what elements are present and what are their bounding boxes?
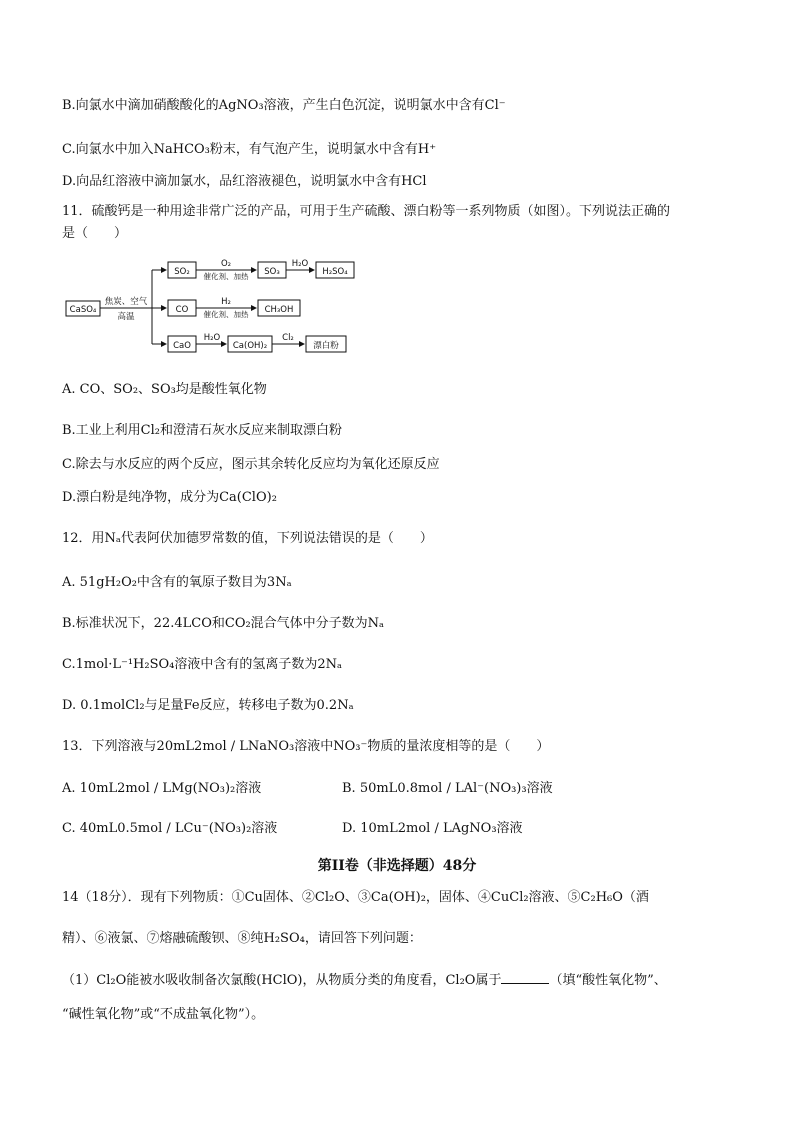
label-row3-cond2-top: Cl₂ (282, 333, 294, 343)
label-co: CO (175, 305, 189, 315)
label-so2: SO₂ (174, 267, 190, 277)
label-cao: CaO (173, 341, 191, 351)
label-caso4: CaSO₄ (69, 305, 97, 315)
answer-blank[interactable] (501, 971, 549, 984)
question-14-line2: 精）、⑥液氯、⑦熔融硫酸钡、⑧纯H₂SO₄，请回答下列问题： (62, 931, 422, 946)
label-main-cond-bottom: 高温 (117, 312, 135, 322)
option-13c: C. 40mL0.5mol / LCu⁻(NO₃)₂溶液 (62, 821, 278, 836)
option-11c: C.除去与水反应的两个反应，图示其余转化反应均为氧化还原反应 (62, 457, 440, 472)
option-10b: B.向氯水中滴加硝酸酸化的AgNO₃溶液，产生白色沉淀，说明氯水中含有Cl⁻ (62, 98, 506, 113)
question-14-part1 (62, 971, 667, 990)
option-12b: B.标准状况下，22.4LCO和CO₂混合气体中分子数为Nₐ (62, 616, 385, 631)
question-14-part1-suffix: （填“酸性氧化物”、 (549, 973, 667, 988)
option-11d: D.漂白粉是纯净物，成分为Ca(ClO)₂ (62, 490, 277, 505)
option-13d: D. 10mL2mol / LAgNO₃溶液 (342, 821, 523, 836)
question-14-line4: “碱性氧化物”或“不成盐氧化物”）。 (62, 1007, 265, 1022)
option-11b: B.工业上利用Cl₂和澄清石灰水反应来制取漂白粉 (62, 423, 343, 438)
option-12d: D. 0.1molCl₂与足量Fe反应，转移电子数为0.2Nₐ (62, 698, 354, 713)
option-13a: A. 10mL2mol / LMg(NO₃)₂溶液 (62, 781, 262, 796)
label-main-cond-top: 焦炭、空气 (104, 297, 148, 307)
question-14-part1-text: （1）Cl₂O能被水吸收制备次氯酸(HClO)，从物质分类的角度看，Cl₂O属于 (62, 973, 502, 988)
label-so3: SO₃ (264, 267, 280, 277)
question-12: 12．用Nₐ代表阿伏加德罗常数的值，下列说法错误的是（ ） (62, 531, 433, 546)
label-row2-cond-top: H₂ (221, 297, 231, 307)
label-row1-cond1-bottom: 催化剂、加热 (203, 272, 249, 281)
label-h2so4: H₂SO₄ (322, 267, 348, 277)
calcium-sulfate-flow-diagram (62, 252, 362, 360)
question-11-line1: 11．硫酸钙是一种用途非常广泛的产品，可用于生产硫酸、漂白粉等一系列物质（如图）。下列说法正确的 (62, 204, 671, 219)
label-row3-cond1-top: H₂O (203, 333, 221, 343)
label-bleach: 漂白粉 (313, 341, 339, 351)
section-title: 第II卷（非选择题）48分 (317, 858, 477, 874)
label-row1-cond1-top: O₂ (220, 259, 232, 269)
label-ch3oh: CH₃OH (264, 305, 294, 315)
question-14-line1: 14（18分）．现有下列物质：①Cu固体、②Cl₂O、③Ca(OH)₂，固体、④CuCl₂溶液、⑤C₂H₆O（酒 (62, 890, 649, 905)
question-13: 13．下列溶液与20mL2mol / LNaNO₃溶液中NO₃⁻物质的量浓度相等的是（ ） (62, 739, 550, 754)
option-12a: A. 51gH₂O₂中含有的氧原子数目为3Nₐ (62, 575, 292, 590)
option-12c: C.1mol·L⁻¹H₂SO₄溶液中含有的氢离子数为2Nₐ (62, 657, 343, 672)
label-row2-cond-bottom: 催化剂、加热 (203, 310, 249, 319)
question-11-line2: 是（ ） (62, 226, 128, 241)
option-13b: B. 50mL0.8mol / LAl⁻(NO₃)₃溶液 (342, 781, 553, 796)
option-11a: A. CO、SO₂、SO₃均是酸性氧化物 (62, 382, 267, 397)
option-10c: C.向氯水中加入NaHCO₃粉末，有气泡产生，说明氯水中含有H⁺ (62, 142, 437, 157)
label-caoh2: Ca(OH)₂ (232, 341, 268, 351)
option-10d: D.向品红溶液中滴加氯水，品红溶液褪色，说明氯水中含有HCl (62, 174, 427, 189)
label-row1-cond2-top: H₂O (291, 259, 309, 269)
